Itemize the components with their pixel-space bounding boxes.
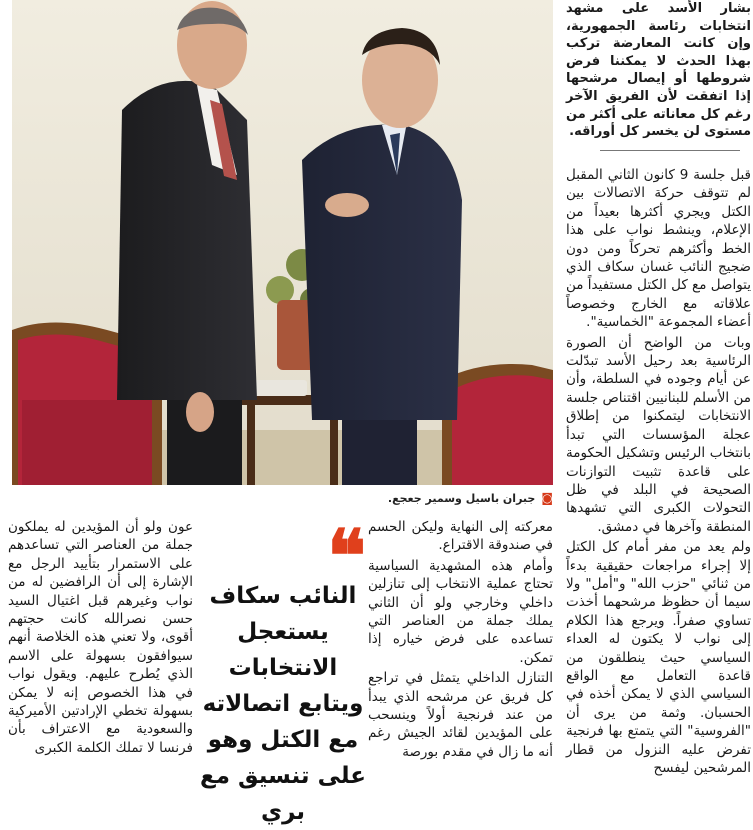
- right-column: [566, 166, 751, 776]
- quote-mark-icon: ❝: [327, 513, 366, 598]
- paragraph: وبات من الواضح أن الصورة الرئاسية بعد رحيل الأسد تبدّلت عن أيام وجوده في السلطة، وأن من الأسلم للبنانيين اقتناص جلسة الانتخابات ليتمكنوا من إطلاق عجلة المؤسسات التي تبدأ بانتخاب الرئيس وتشكيل الحكومة على قاعدة تثبيت التوازنات الصحيحة في البلد في ظل التحولات الكبرى التي تشهدها المنطقة وآخرها في دمشق.: [566, 334, 751, 535]
- column-divider: [600, 150, 740, 151]
- middle-column: [368, 518, 553, 768]
- paragraph: التنازل الداخلي يتمثل في تراجع كل فريق عن مرشحه الذي يبدأ من عند فرنجية أولاً وينسحب على المؤيدين لقائد الجيش رغم أنه ما زال في مقدم بورصة: [368, 670, 553, 760]
- photo-caption: [340, 487, 553, 509]
- camera-icon: ◙: [541, 491, 553, 505]
- photo-illustration: [12, 0, 553, 485]
- intro-paragraph: بشار الأسد على مشهد انتخابات رئاسة الجمهورية، وإن كانت المعارضة تركب بهذا الحدث لا يمكننا فرض شروطها أو إيصال مرشحها إذا اتفقت لأن الفريق الآخر رغم كل معاناته على أكثر من مستوى لن يخسر كل أوراقه.: [566, 1, 751, 140]
- paragraph: ولم يعد من مفر أمام كل الكتل إلا إجراء مراجعات حقيقية بدءاً من ثنائي "حزب الله" و"أمل" ولا سيما أن حظوظ مرشحهما أخذت تساوي صفراً. ويرجع هذا الكلام إلى نواب لا يكتون له العداء السياسي حيث ينطلقون من قاعدة التعامل مع الواقع السياسي الذي لا يمكن أخذه في الحسبان. وثمة من يرى أن "الفروسية" التي يتمتع بها فرنجية تفرض عليه النزول من قطار المرشحين ليفسح: [566, 539, 751, 776]
- intro-column: [566, 0, 751, 140]
- left-column: [8, 518, 193, 768]
- pull-quote: [200, 513, 366, 825]
- article-photo: [12, 0, 553, 485]
- paragraph: عون ولو أن المؤيدين له يملكون جملة من العناصر التي تساعدهم على الاستمرار بتأييد الرجل مع الإشارة إلى أن الرافضين له من نواب وغيرهم قبل اغتيال السيد حسن نصرالله كانت حجتهم أقوى، ولا تعني هذه الخلاصة أنهم سيوافقون بسهولة على الاسم الذي يُطرح عليهم. ويقول نواب في هذا الخصوص إنه لا يمكن بسهولة تخطي الإرادتين الأميركية والسعودية مع الاعتراف بأن فرنسا لا تملك الكلمة الكبرى: [8, 519, 193, 756]
- photo-caption-text: جبران باسيل وسمير جعجع.: [387, 492, 536, 505]
- paragraph: وأمام هذه المشهدية السياسية تحتاج عملية الانتخاب إلى تنازلين داخلي وخارجي ولو أن الثاني يملك جملة من العناصر التي تساعده على فرض خياره إذا تمكن.: [368, 557, 553, 666]
- paragraph: قبل جلسة 9 كانون الثاني المقبل لم تتوقف حركة الاتصالات بين الكتل ويجري أكثرها بعيداً من الإعلام، وينشط نواب على هذا الخط وأكثرهم تحركاً ومن دون ضجيج النائب غسان سكاف الذي يتواصل مع كل الكتل مستفيداً من علاقاته مع الخارج وخصوصاً أعضاء المجموعة "الخماسية".: [566, 167, 751, 331]
- paragraph: معركته إلى النهاية وليكن الحسم في صندوقة الاقتراع.: [368, 519, 553, 554]
- pull-quote-text: النائب سكاف يستعجل الانتخابات ويتابع اتصالاته مع الكتل وهو على تنسيق مع بري: [200, 583, 366, 825]
